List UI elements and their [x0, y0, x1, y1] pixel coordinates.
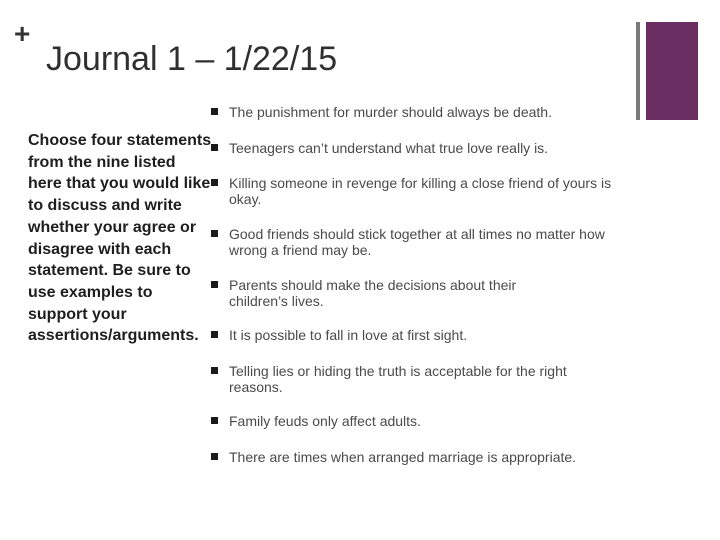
- statement-text: The punishment for murder should always be death.: [229, 104, 552, 120]
- square-bullet-icon: [211, 230, 218, 237]
- list-item: [211, 450, 641, 466]
- list-item: [211, 105, 641, 121]
- square-bullet-icon: [211, 144, 218, 151]
- square-bullet-icon: [211, 108, 218, 115]
- square-bullet-icon: [211, 179, 218, 186]
- statement-text: It is possible to fall in love at first sight.: [229, 327, 468, 343]
- list-item: [211, 328, 641, 344]
- list-item: [211, 176, 641, 207]
- plus-mark: +: [14, 18, 31, 49]
- square-bullet-icon: [211, 367, 218, 374]
- statement-text: Telling lies or hiding the truth is acceptable for the right reasons.: [229, 363, 567, 395]
- statement-text: Family feuds only affect adults.: [229, 413, 421, 429]
- statement-text: Killing someone in revenge for killing a close friend of yours is okay.: [229, 175, 612, 207]
- square-bullet-icon: [211, 331, 218, 338]
- square-bullet-icon: [211, 281, 218, 288]
- list-item: [211, 278, 641, 309]
- list-item: [211, 414, 641, 430]
- statement-text: There are times when arranged marriage is appropriate.: [229, 449, 577, 465]
- instructions-text: Choose four statements from the nine listed here that you would like to discuss and write whether your agree or disagree with each statement. Be sure to use examples to support your assertions/arguments.: [28, 132, 212, 345]
- square-bullet-icon: [211, 453, 218, 460]
- slide-title: Journal 1 – 1/22/15: [46, 40, 338, 78]
- list-item: [211, 227, 641, 258]
- statement-text: Teenagers can’t understand what true love really is.: [229, 140, 549, 156]
- statement-text: Parents should make the decisions about their children’s lives.: [229, 277, 517, 309]
- square-bullet-icon: [211, 417, 218, 424]
- statement-text: Good friends should stick together at all times no matter how wrong a friend may be.: [229, 226, 605, 258]
- list-item: [211, 364, 641, 395]
- accent-block: [646, 22, 698, 120]
- list-item: [211, 141, 641, 157]
